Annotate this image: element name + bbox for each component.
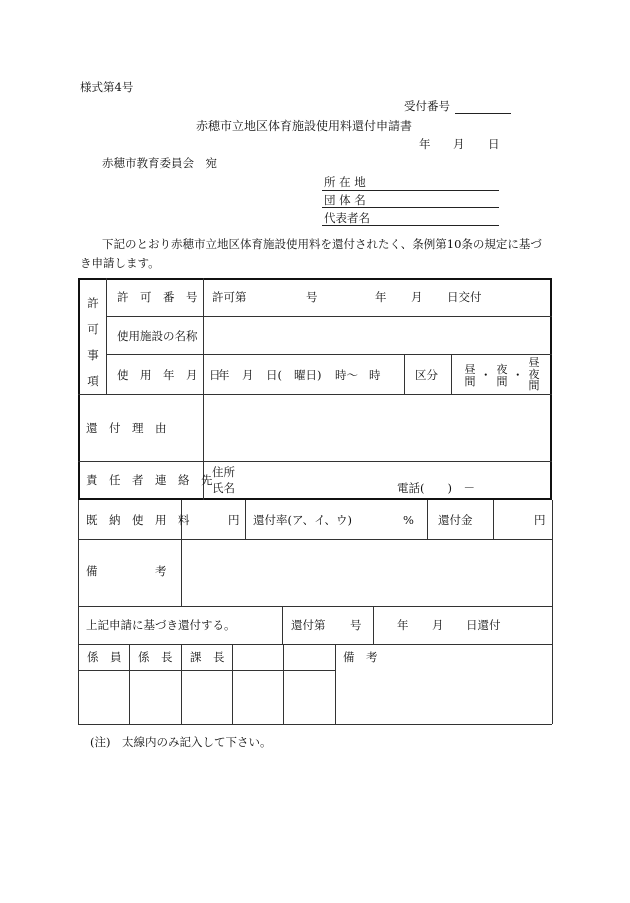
col-divider	[203, 278, 204, 500]
col-divider	[181, 644, 182, 724]
row-divider	[78, 461, 552, 462]
permit-section-label: 許可事項	[87, 296, 99, 388]
paid-fee-yen: 円	[228, 513, 240, 527]
col-divider	[427, 500, 428, 539]
col-divider	[451, 354, 452, 394]
permit-month: 月	[411, 290, 423, 304]
representative-line[interactable]	[322, 225, 499, 226]
col-divider	[404, 354, 405, 394]
table-right-border	[552, 500, 553, 724]
receipt-number-line[interactable]	[455, 113, 511, 114]
row-divider	[78, 670, 335, 671]
row-divider	[78, 539, 552, 540]
use-time-to: 時	[369, 368, 381, 382]
permit-issued: 日交付	[447, 290, 482, 304]
date-year: 年	[419, 137, 431, 151]
remarks-label: 備 考	[86, 564, 167, 578]
remarks2-label: 備 考	[343, 650, 378, 664]
staff-header-chief: 係 長	[138, 650, 173, 664]
approval-year: 年	[397, 618, 409, 632]
table-bottom-border	[78, 724, 552, 725]
refund-rate-label: 還付率(ア、イ、ウ)	[253, 513, 353, 527]
address-line[interactable]	[322, 190, 499, 191]
kubun-separator: ・	[480, 368, 492, 382]
representative-label: 代表者名	[324, 211, 370, 225]
refund-amount-yen: 円	[534, 513, 546, 527]
footnote: (注) 太線内のみ記入して下さい。	[90, 735, 272, 749]
use-day: 日(	[266, 368, 282, 382]
receipt-number-label: 受付番号	[404, 99, 450, 113]
kubun-option-daytime[interactable]: 昼間	[464, 363, 476, 388]
row-divider	[78, 606, 552, 607]
use-month: 月	[242, 368, 254, 382]
col-divider	[232, 644, 233, 724]
permit-number-label: 許 可 番 号	[117, 290, 198, 304]
refund-reason-label: 還 付 理 由	[86, 421, 167, 435]
staff-header-manager: 課 長	[190, 650, 225, 664]
refund-no-label: 還付第	[291, 618, 326, 632]
col-divider	[106, 278, 107, 394]
col-divider	[373, 606, 374, 644]
refund-rate-percent: %	[403, 513, 414, 527]
row-divider	[106, 354, 552, 355]
form-number: 様式第4号	[80, 80, 134, 94]
col-divider	[493, 500, 494, 539]
kubun-label: 区分	[415, 368, 438, 382]
col-divider	[129, 644, 130, 724]
approval-day: 日還付	[466, 618, 501, 632]
table-left-border	[78, 500, 79, 724]
permit-go: 号	[306, 290, 318, 304]
col-divider	[282, 606, 283, 644]
use-time-from: 時〜	[335, 368, 358, 382]
kubun-option-all-day[interactable]: 昼夜間	[528, 356, 540, 393]
row-divider	[78, 644, 552, 645]
use-year: 年	[218, 368, 230, 382]
paid-fee-label: 既 納 使 用 料	[86, 513, 190, 527]
addressee: 赤穂市教育委員会 宛	[102, 156, 217, 170]
permit-year: 年	[375, 290, 387, 304]
intro-line-1: 下記のとおり赤穂市立地区体育施設使用料を還付されたく、条例第10条の規定に基づ	[102, 237, 542, 251]
date-day: 日	[488, 137, 500, 151]
use-weekday: 曜日)	[294, 368, 322, 382]
staff-header-clerk: 係 員	[87, 650, 122, 664]
contact-name-label: 氏名	[212, 481, 235, 495]
use-date-label: 使 用 年 月 日	[117, 368, 221, 382]
group-name-label: 団 体 名	[324, 193, 366, 207]
refund-amount-label: 還付金	[438, 513, 473, 527]
contact-label: 責 任 者 連 絡 先	[86, 473, 213, 487]
address-label: 所 在 地	[324, 175, 366, 189]
group-name-line[interactable]	[322, 207, 499, 208]
col-divider	[181, 539, 182, 606]
facility-name-label: 使用施設の名称	[117, 329, 198, 343]
application-table	[78, 278, 552, 500]
row-divider	[78, 394, 552, 395]
col-divider	[245, 500, 246, 539]
kubun-option-night[interactable]: 夜間	[496, 363, 508, 388]
approval-text: 上記申請に基づき還付する。	[86, 618, 236, 632]
row-divider	[106, 316, 552, 317]
facility-name-field[interactable]	[205, 318, 550, 353]
remarks-field[interactable]	[183, 541, 550, 605]
permit-prefix: 許可第	[212, 290, 247, 304]
contact-phone-label: 電話( ) －	[397, 481, 475, 495]
refund-no-go: 号	[350, 618, 362, 632]
refund-reason-field[interactable]	[205, 396, 550, 460]
page-title: 赤穂市立地区体育施設使用料還付申請書	[196, 119, 413, 133]
kubun-separator: ・	[512, 368, 524, 382]
date-month: 月	[453, 137, 465, 151]
approval-month: 月	[432, 618, 444, 632]
intro-line-2: き申請します。	[80, 256, 160, 270]
contact-address-label: 住所	[212, 465, 235, 479]
col-divider	[283, 644, 284, 724]
col-divider	[335, 644, 336, 724]
